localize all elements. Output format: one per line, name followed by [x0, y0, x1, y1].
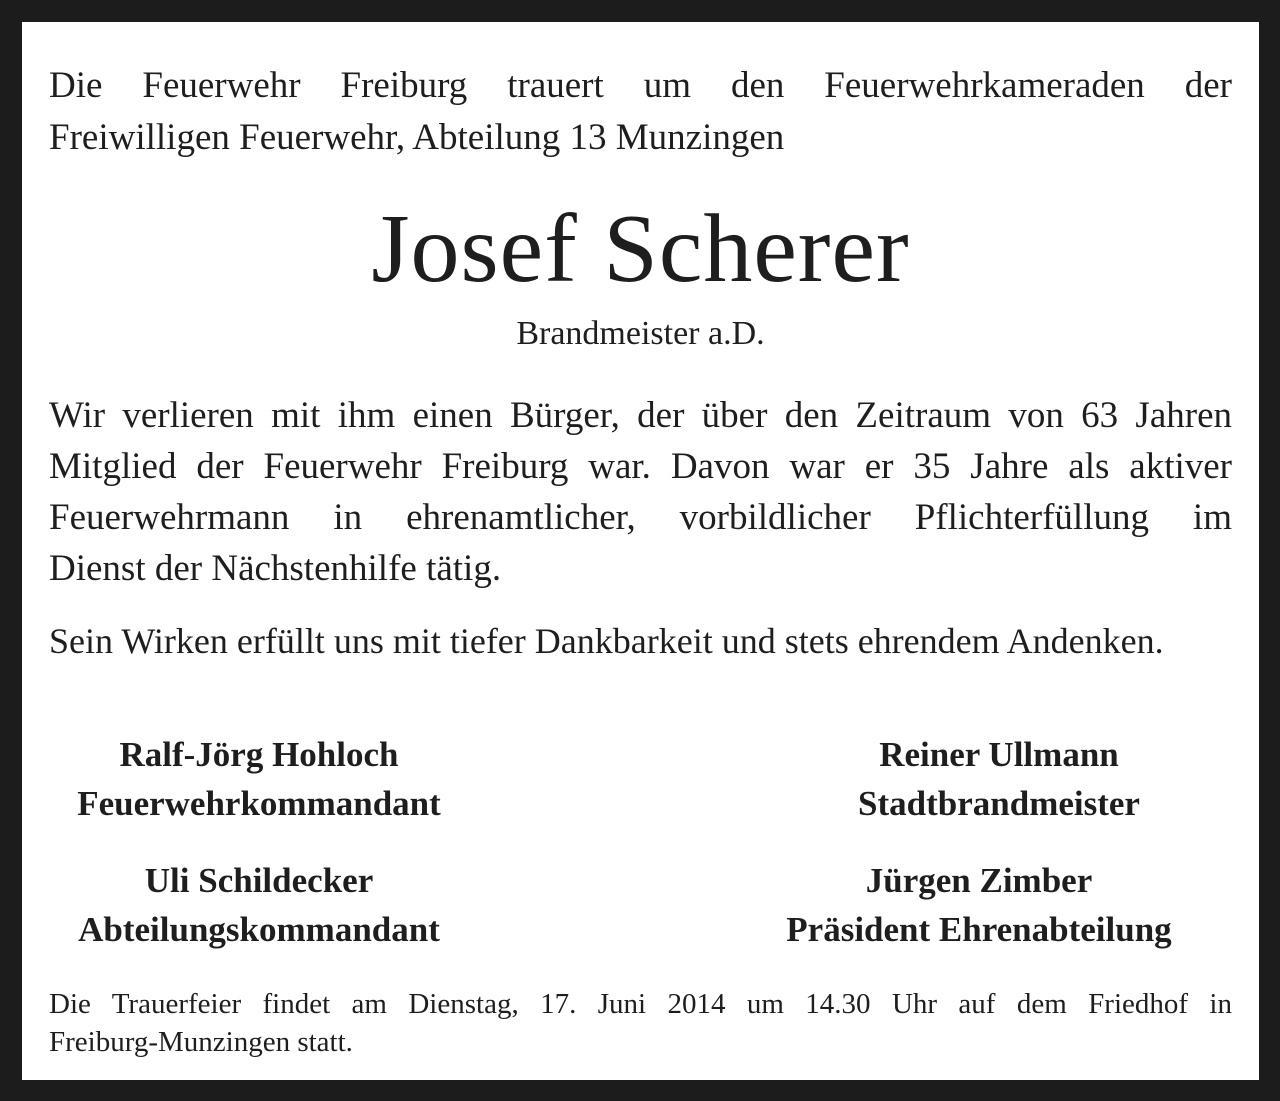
- tribute-text: [49, 390, 1232, 594]
- signatory-name: Jürgen Zimber: [865, 861, 1093, 900]
- deceased-name: Josef Scherer: [371, 195, 910, 303]
- funeral-line: Freiburg-Munzingen statt.: [49, 1026, 353, 1058]
- signatory-title: Abteilungskommandant: [78, 910, 440, 949]
- signatory-name: Ralf-Jörg Hohloch: [119, 735, 399, 774]
- tribute-line: Dienst der Nächstenhilfe tätig.: [49, 548, 502, 589]
- funeral-info: [49, 985, 1232, 1061]
- tribute-line: Feuerwehrmann in ehrenamtlicher, vorbildlicher Pflichterfüllung im: [49, 497, 1232, 538]
- signatory: [749, 856, 1209, 954]
- intro-line: Die Feuerwehr Freiburg trauert um den Feuerwehrkameraden der: [49, 65, 1232, 106]
- signatory: [49, 856, 469, 954]
- intro-line: Freiwilligen Feuerwehr, Abteilung 13 Munzingen: [49, 117, 785, 158]
- deceased-rank: Brandmeister a.D.: [516, 315, 765, 352]
- signatory-title: Präsident Ehrenabteilung: [786, 910, 1172, 949]
- signatory-name: Uli Schildecker: [144, 861, 374, 900]
- tribute-line: Wir verlieren mit ihm einen Bürger, der über den Zeitraum von 63 Jahren: [49, 395, 1232, 436]
- signatory-name: Reiner Ullmann: [879, 735, 1119, 774]
- obituary-notice: [22, 22, 1259, 1080]
- signatory-title: Stadtbrandmeister: [858, 784, 1140, 823]
- signatory: [49, 730, 469, 828]
- signatory: [779, 730, 1219, 828]
- funeral-line: Die Trauerfeier findet am Dienstag, 17. Juni 2014 um 14.30 Uhr auf dem Friedhof in: [49, 988, 1232, 1020]
- tribute-line: Mitglied der Feuerwehr Freiburg war. Davon war er 35 Jahre als aktiver: [49, 446, 1232, 487]
- intro-text: [49, 60, 1232, 164]
- closing-sentence: Sein Wirken erfüllt uns mit tiefer Dankbarkeit und stets ehrendem Andenken.: [49, 621, 1164, 661]
- signatory-title: Feuerwehrkommandant: [77, 784, 441, 823]
